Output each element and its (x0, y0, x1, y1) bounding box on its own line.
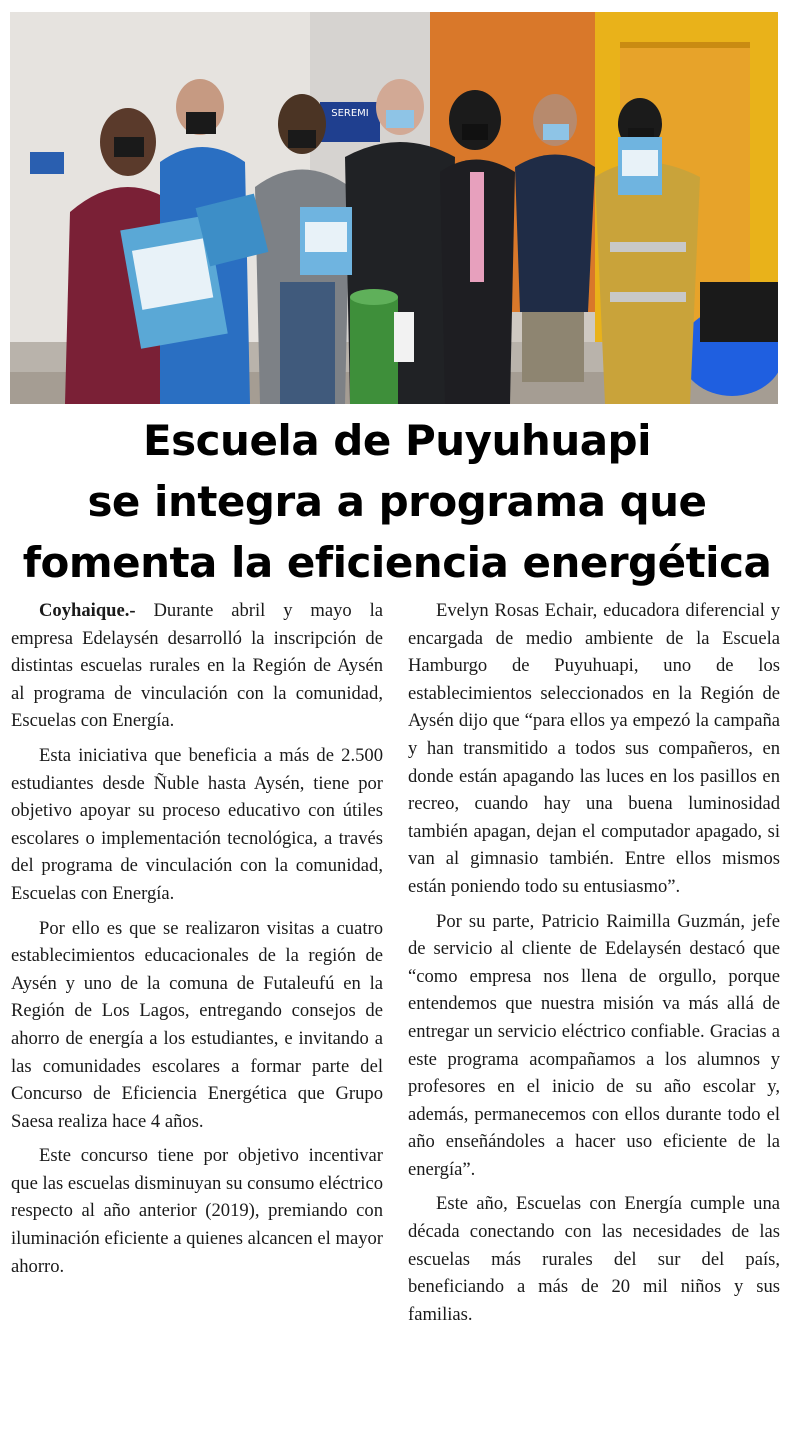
headline-line-2: se integra a programa que (87, 477, 707, 526)
headline-line-1: Escuela de Puyuhuapi (142, 416, 652, 465)
svg-text:SEREMI: SEREMI (331, 108, 369, 119)
paragraph: Por su parte, Patricio Raimilla Guzmán, jefe de servicio al cliente de Edelaysén destacó que “como empresa nos llena de orgullo, porque entendemos que nuestra misión va más allá de entregar un servicio eléctrico confiable. Gracias a este programa acompañamos a los alumnos y profesores en el inicio de su año escolar y, además, permanecemos con ellos durante todo el año enseñándoles a hacer uso eficiente de la energía”. (408, 910, 780, 1180)
article-column-left (11, 597, 383, 1287)
paragraph: Por ello es que se realizaron visitas a cuatro establecimientos educacionales de la región de Aysén y uno de la comuna de Futaleufú en la Región de Los Lagos, entregando consejos de ahorro de energía a los estudiantes, e invitando a las comunidades escolares a formar parte del Concurso de Eficiencia Energética que Grupo Saesa realiza hace 4 años. (11, 917, 383, 1132)
poster-4 (618, 137, 662, 195)
paragraph: Este concurso tiene por objetivo incentivar que las escuelas disminuyan su consumo eléctrico respecto al año anterior (2019), premiando con iluminación eficiente a quienes alcancen el mayor ahorro. (11, 1145, 383, 1277)
paragraph (11, 597, 383, 735)
headline-line-3: fomenta la eficiencia energética (22, 538, 772, 587)
headline (0, 410, 794, 593)
paragraph: Esta iniciativa que beneficia a más de 2.500 estudiantes desde Ñuble hasta Aysén, tiene por objetivo apoyar su proceso educativo con útiles escolares o implementación tecnológica, a través del programa de vinculación con la comunidad, Escuelas con Energía. (11, 744, 383, 904)
paragraph-text: Durante abril y mayo la empresa Edelaysén desarrolló la inscripción de distintas escuelas rurales en la Región de Aysén al programa de vinculación con la comunidad, Escuelas con Energía. (11, 600, 383, 732)
paragraph: Evelyn Rosas Echair, educadora diferencial y encargada de medio ambiente de la Escuela Hamburgo de Puyuhuapi, uno de los establecimientos seleccionados en la Región de Aysén dijo que “para ellos ya empezó la campaña y han transmitido a todos sus compañeros, en donde están apagando las luces en los pasillos en recreo, cuando hay una buena luminosidad también apagan, dejan el computador apagado, si van al gimnasio también. Entre ellos mismos están poniendo todo su entusiasmo”. (408, 600, 780, 897)
article-photo (10, 12, 778, 404)
dateline: Coyhaique.- (39, 600, 136, 621)
poster-3 (300, 207, 352, 275)
article-column-right (408, 597, 780, 1335)
paragraph: Este año, Escuelas con Energía cumple una década conectando con las necesidades de las escuelas más rurales del sur del país, beneficiando a más de 20 mil niños y sus familias. (408, 1193, 780, 1325)
